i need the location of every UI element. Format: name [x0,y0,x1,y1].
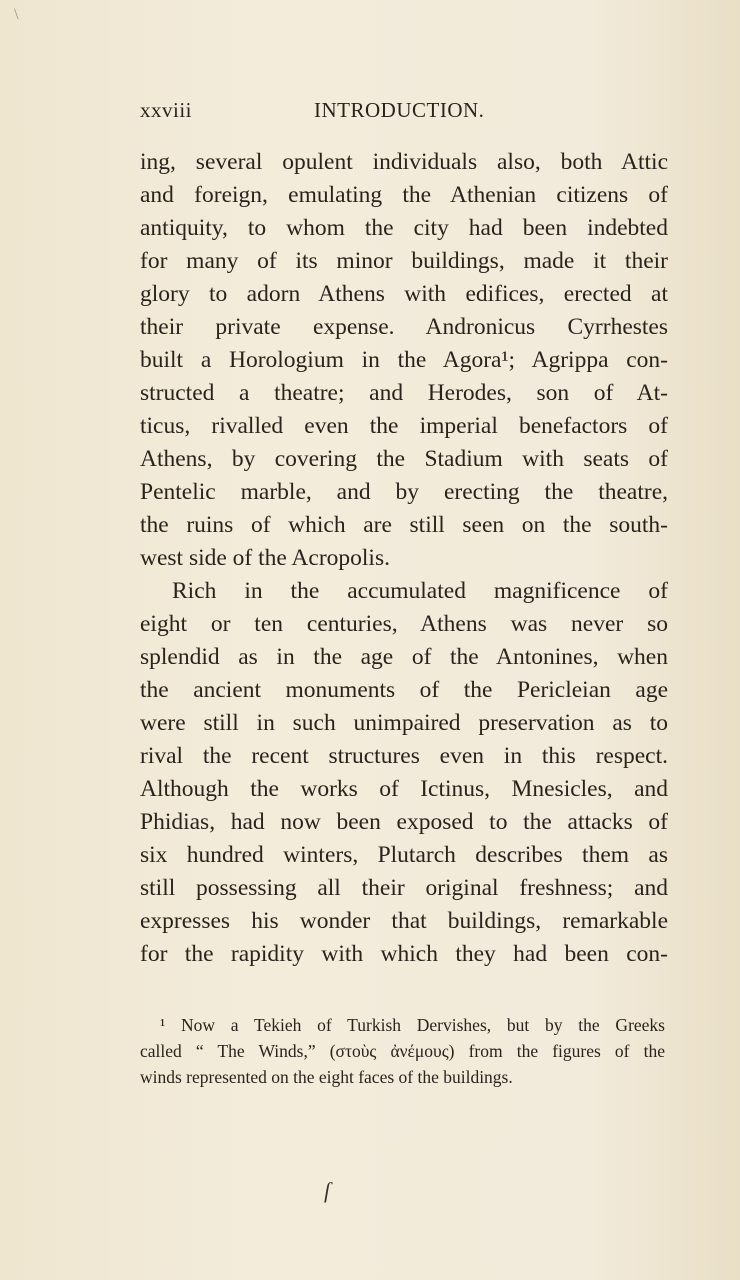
text-line: the ancient monuments of the Pericleian age [140,677,668,703]
footnote-line: winds represented on the eight faces of the buildings. [140,1067,513,1087]
text-line: Athens, by covering the Stadium with seats of [140,446,668,472]
footnote-line: ¹ Now a Tekieh of Turkish Dervishes, but by the Greeks [160,1015,665,1035]
text-line: splendid as in the age of the Antonines, when [140,644,668,670]
text-line: Phidias, had now been exposed to the attacks of [140,809,668,835]
corner-pencil-mark: \ [14,6,19,23]
text-line: structed a theatre; and Herodes, son of At- [140,380,668,406]
running-head [140,98,496,128]
text-line: six hundred winters, Plutarch describes them as [140,842,668,868]
text-line: for the rapidity with which they had been con- [140,941,668,967]
text-line: their private expense. Andronicus Cyrrhestes [140,314,668,340]
text-line: built a Horologium in the Agora¹; Agrippa con- [140,347,668,373]
text-line: were still in such unimpaired preservation as to [140,710,668,736]
footnote-line: called “ The Winds,” (στοὺς ἀνέμους) from the figures of the [140,1041,665,1061]
text-line: the ruins of which are still seen on the south- [140,512,668,538]
text-line: ing, several opulent individuals also, both Attic [140,149,668,175]
paragraph-start-line: Rich in the accumulated magnificence of [172,578,668,604]
text-line: and foreign, emulating the Athenian citizens of [140,182,668,208]
text-line: still possessing all their original freshness; and [140,875,668,901]
running-title: INTRODUCTION. [314,98,485,122]
text-line: eight or ten centuries, Athens was never so [140,611,668,637]
footnote [140,1012,665,1090]
printer-signature-mark: ſ [324,1178,331,1203]
text-line: for many of its minor buildings, made it their [140,248,668,274]
text-line: west side of the Acropolis. [140,545,390,571]
text-line: expresses his wonder that buildings, remarkable [140,908,668,934]
text-line: antiquity, to whom the city had been indebted [140,215,668,241]
text-line: rival the recent structures even in this respect. [140,743,668,769]
text-line: Pentelic marble, and by erecting the theatre, [140,479,668,505]
text-line: glory to adorn Athens with edifices, erected at [140,281,668,307]
text-line: ticus, rivalled even the imperial benefactors of [140,413,668,439]
text-line: Although the works of Ictinus, Mnesicles, and [140,776,668,802]
page-number: xxviii [140,98,193,122]
body-text [140,146,668,971]
